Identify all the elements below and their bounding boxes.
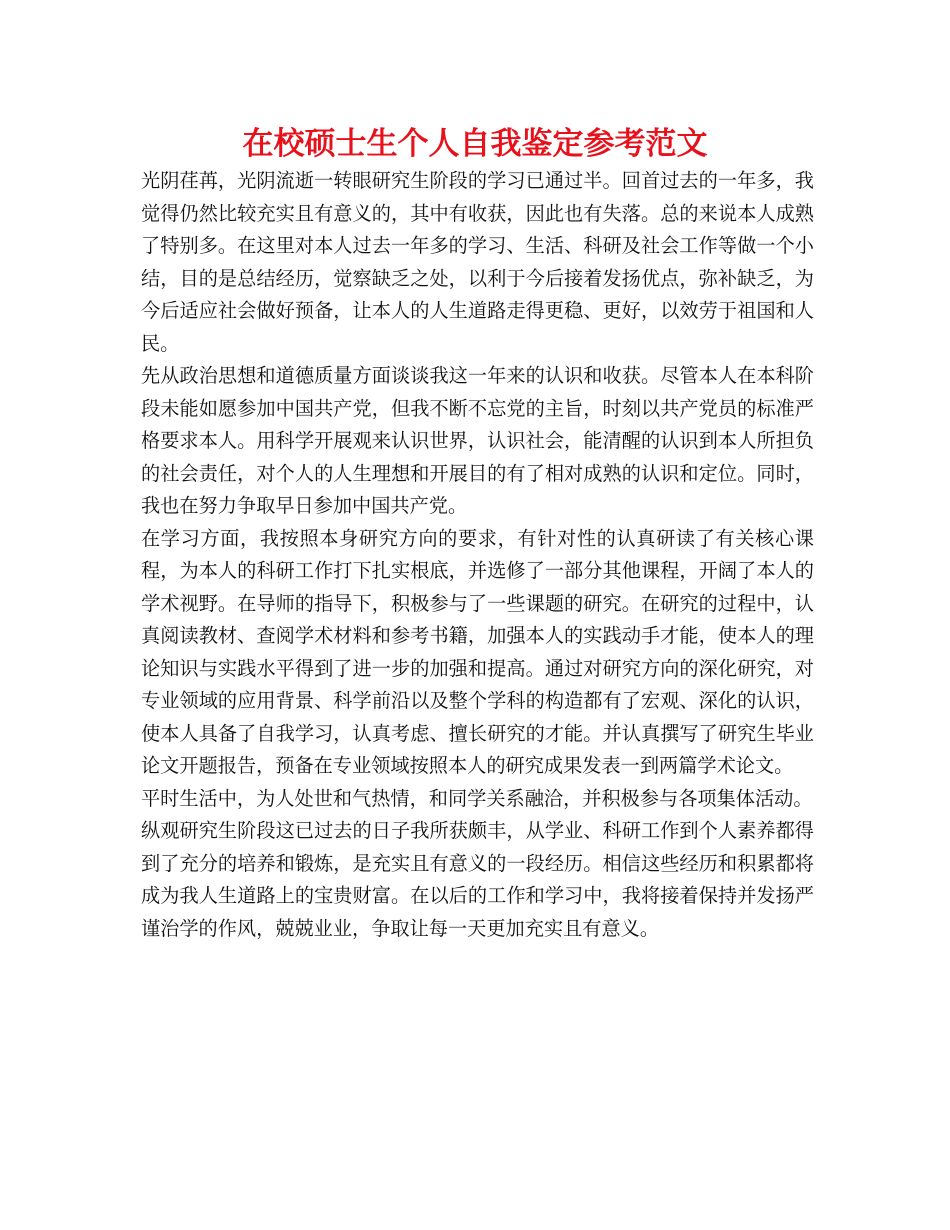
document-title: 在校硕士生个人自我鉴定参考范文 (242, 126, 708, 162)
paragraph-intro: 光阴荏苒，光阴流逝一转眼研究生阶段的学习已通过半。回首过去的一年多，我觉得仍然比较充实且有意义的，其中有收获，因此也有失落。总的来说本人成熟了特别多。在这里对本人过去一年多的学习、生活、科研及社会工作等做一个小结，目的是总结经历，觉察缺乏之处，以利于今后接着发扬优点，弥补缺乏，为今后适应社会做好预备，让本人的人生道路走得更稳、更好，以效劳于祖国和人民。 (141, 169, 814, 355)
paragraph-life: 平时生活中，为人处世和气热情，和同学关系融洽，并积极参与各项集体活动。 (141, 786, 813, 810)
paragraph-study: 在学习方面，我按照本身研究方向的要求，有针对性的认真研读了有关核心课程，为本人的科研工作打下扎实根底，并选修了一部分其他课程，开阔了本人的学术视野。在导师的指导下，积极参与了一些课题的研究。在研究的过程中，认真阅读教材、查阅学术材料和参考书籍，加强本人的实践动手才能，使本人的理论知识与实践水平得到了进一步的加强和提高。通过对研究方向的深化研究，对专业领域的应用背景、科学前沿以及整个学科的构造都有了宏观、深化的认识，使本人具备了自我学习，认真考虑、擅长研究的才能。并认真撰写了研究生毕业论文开题报告，预备在专业领域按照本人的研究成果发表一到两篇学术论文。 (141, 526, 814, 777)
document-body (141, 165, 814, 945)
paragraph-summary: 纵观研究生阶段这已过去的日子我所获颇丰，从学业、科研工作到个人素养都得到了充分的培养和锻炼，是充实且有意义的一段经历。相信这些经历和积累都将成为我人生道路上的宝贵财富。在以后的工作和学习中，我将接着保持并发扬严谨治学的作风，兢兢业业，争取让每一天更加充实且有意义。 (141, 819, 814, 940)
paragraph-political: 先从政治思想和道德质量方面谈谈我这一年来的认识和收获。尽管本人在本科阶段未能如愿参加中国共产党，但我不断不忘党的主旨，时刻以共产党员的标准严格要求本人。用科学开展观来认识世界，认识社会，能清醒的认识到本人所担负的社会责任，对个人的人生理想和开展目的有了相对成熟的认识和定位。同时，我也在努力争取早日参加中国共产党。 (141, 364, 814, 517)
